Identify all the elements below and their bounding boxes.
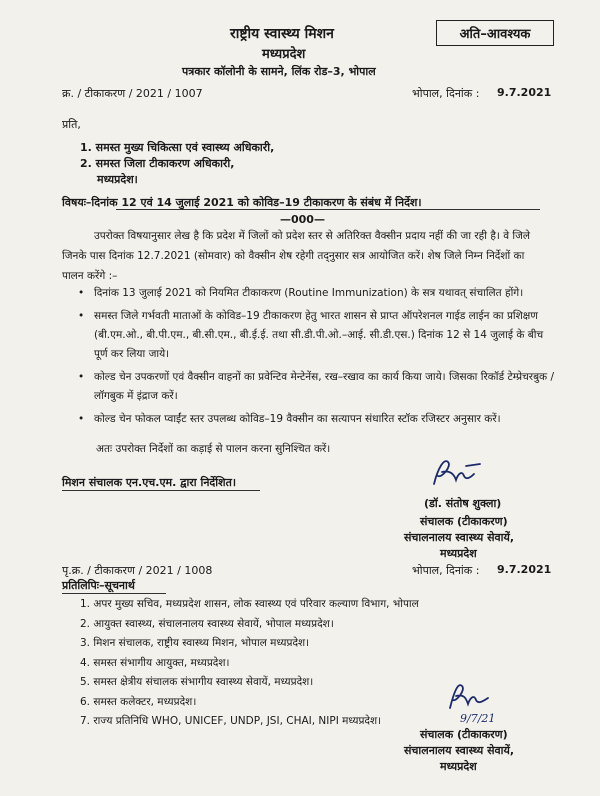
signatory-1-office: संचालनालय स्वास्थ्य सेवायें, (404, 531, 515, 544)
signature-2-image (444, 678, 496, 712)
signatory-2-state: मध्यप्रदेश (440, 760, 477, 773)
mission-underline (62, 490, 260, 491)
header-address: पत्रकार कॉलोनी के सामने, लिंक रोड–3, भोपाल (182, 65, 376, 78)
list-item: 1. अपर मुख्य सचिव, मध्यप्रदेश शासन, लोक स्वास्थ्य एवं परिवार कल्याण विभाग, भोपाल (80, 598, 419, 610)
urgent-badge: अति–आवश्यक (436, 20, 554, 46)
signatory-1-title: संचालक (टीकाकरण) (420, 515, 508, 528)
signatory-2-office: संचालनालय स्वास्थ्य सेवायें, (404, 744, 515, 757)
signatory-1-state: मध्यप्रदेश (440, 547, 477, 560)
signature-1-image (428, 454, 488, 488)
list-item: 5. समस्त क्षेत्रीय संचालक संभागीय स्वास्थ्य सेवायें, मध्यप्रदेश। (80, 676, 314, 688)
subject-line: विषयः–दिनांक 12 एवं 14 जुलाई 2021 को कोविड–19 टीकाकरण के संबंध में निर्देश। (62, 196, 422, 209)
signatory-1-name: (डॉ. संतोष शुक्ला) (424, 497, 502, 510)
recipient-2: 2. समस्त जिला टीकाकरण अधिकारी, (80, 157, 235, 170)
recipient-1: 1. समस्त मुख्य चिकित्सा एवं स्वास्थ्य अधिकारी, (80, 141, 275, 154)
subject-underline (116, 209, 540, 210)
list-item: 3. मिशन संचालक, राष्ट्रीय स्वास्थ्य मिशन, भोपाल मध्यप्रदेश। (80, 637, 310, 649)
reference-number-2: पृ.क्र. / टीकाकरण / 2021 / 1008 (62, 564, 213, 577)
copy-label: प्रतिलिपिः–सूचनार्थ (62, 579, 135, 592)
signatory-2-title: संचालक (टीकाकरण) (420, 728, 508, 741)
bullet-text: कोल्ड चेन उपकरणों एवं वैक्सीन वाहनों का प्रवेन्टिव मेन्टेनेंस, रख–रखाव का कार्य किया जाये। जिसका रिकॉर्ड टेम्प्रेचरबुक / लॉगबुक में इंद्राज करें। (94, 371, 554, 402)
list-item: 4. समस्त संभागीय आयुक्त, मध्यप्रदेश। (80, 656, 230, 669)
separator: —000— (280, 213, 325, 226)
copy-underline (62, 593, 166, 594)
bullet-text: कोल्ड चेन फोकल प्वाईंट स्तर उपलब्ध कोविड–19 वैक्सीन का सत्यापन संधारित स्टॉक रजिस्टर अनुसार करें। (94, 413, 501, 425)
list-item: • दिनांक 13 जुलाई 2021 को नियमित टीकाकरण (Routine Immunization) के सत्र यथावत् संचालित होंगे। (78, 287, 524, 299)
to-label: प्रति, (62, 118, 81, 131)
list-item: 2. आयुक्त स्वास्थ्य, संचालनालय स्वास्थ्य सेवायें, भोपाल मध्यप्रदेश। (80, 617, 334, 630)
closing-line: अतः उपरोक्त निर्देशों का कड़ाई से पालन करना सुनिश्चित करें। (96, 443, 331, 455)
reference-date-label-2: भोपाल, दिनांक : (412, 564, 480, 577)
header-state: मध्यप्रदेश (262, 47, 306, 62)
reference-number: क्र. / टीकाकरण / 2021 / 1007 (62, 87, 203, 100)
copy-list (80, 595, 419, 732)
reference-date-2: 9.7.2021 (497, 563, 552, 576)
list-item: • समस्त जिले गर्भवती माताओं के कोविड–19 टीकाकरण हेतु भारत शासन से प्राप्त ऑपरेशनल गाईड लाईन का प्रशिक्षण (बी.एम.ओ., बी.पी.एम., बी.सी.एम., बी.ई.ई. तथा सी.डी.पी.ओ.–आई. सी.डी.एस.) दिनांक 12 से 14 जुलाई के बीच पूर्ण कर लिया जाये। (78, 310, 544, 360)
bullet-text: दिनांक 13 जुलाई 2021 को नियमित टीकाकरण (Routine Immunization) के सत्र यथावत् संचालित होंगे। (94, 287, 524, 299)
list-item: 7. राज्य प्रतिनिधि WHO, UNICEF, UNDP, JSI, CHAI, NIPI मध्यप्रदेश। (80, 715, 382, 727)
reference-date-label: भोपाल, दिनांक : (412, 87, 480, 100)
list-item: • कोल्ड चेन उपकरणों एवं वैक्सीन वाहनों का प्रवेन्टिव मेन्टेनेंस, रख–रखाव का कार्य किया जाये। जिसका रिकॉर्ड टेम्प्रेचरबुक / लॉगबुक में इंद्राज करें। (78, 371, 554, 402)
handwritten-date: 9/7/21 (460, 712, 496, 725)
directive-list (76, 284, 556, 433)
mission-line: मिशन संचालक एन.एच.एम. द्वारा निर्देशित। (62, 476, 237, 489)
recipient-state: मध्यप्रदेश। (97, 173, 138, 186)
list-item: 6. समस्त कलेक्टर, मध्यप्रदेश। (80, 695, 197, 708)
body-paragraph: उपरोक्त विषयानुसार लेख है कि प्रदेश में जिलों को प्रदेश स्तर से अतिरिक्त वैक्सीन प्रदाय नहीं की जा रही है। वे जिले जिनके पास दिनांक 12.7.2021 (सोमवार) को वैक्सीन शेष रहेगी तद्‌नुसार सत्र आयोजित करें। शेष जिले निम्न निर्देशों का पालन करेंगे :– (62, 230, 531, 282)
list-item: • कोल्ड चेन फोकल प्वाईंट स्तर उपलब्ध कोविड–19 वैक्सीन का सत्यापन संधारित स्टॉक रजिस्टर अनुसार करें। (78, 413, 501, 425)
org-name: राष्ट्रीय स्वास्थ्य मिशन (230, 26, 334, 42)
reference-date: 9.7.2021 (497, 86, 552, 99)
bullet-text: समस्त जिले गर्भवती माताओं के कोविड–19 टीकाकरण हेतु भारत शासन से प्राप्त ऑपरेशनल गाईड लाईन का प्रशिक्षण (बी.एम.ओ., बी.पी.एम., बी.सी.एम., बी.ई.ई. तथा सी.डी.पी.ओ.–आई. सी.डी.एस.) दिनांक 12 से 14 जुलाई के बीच पूर्ण कर लिया जाये। (94, 310, 544, 360)
